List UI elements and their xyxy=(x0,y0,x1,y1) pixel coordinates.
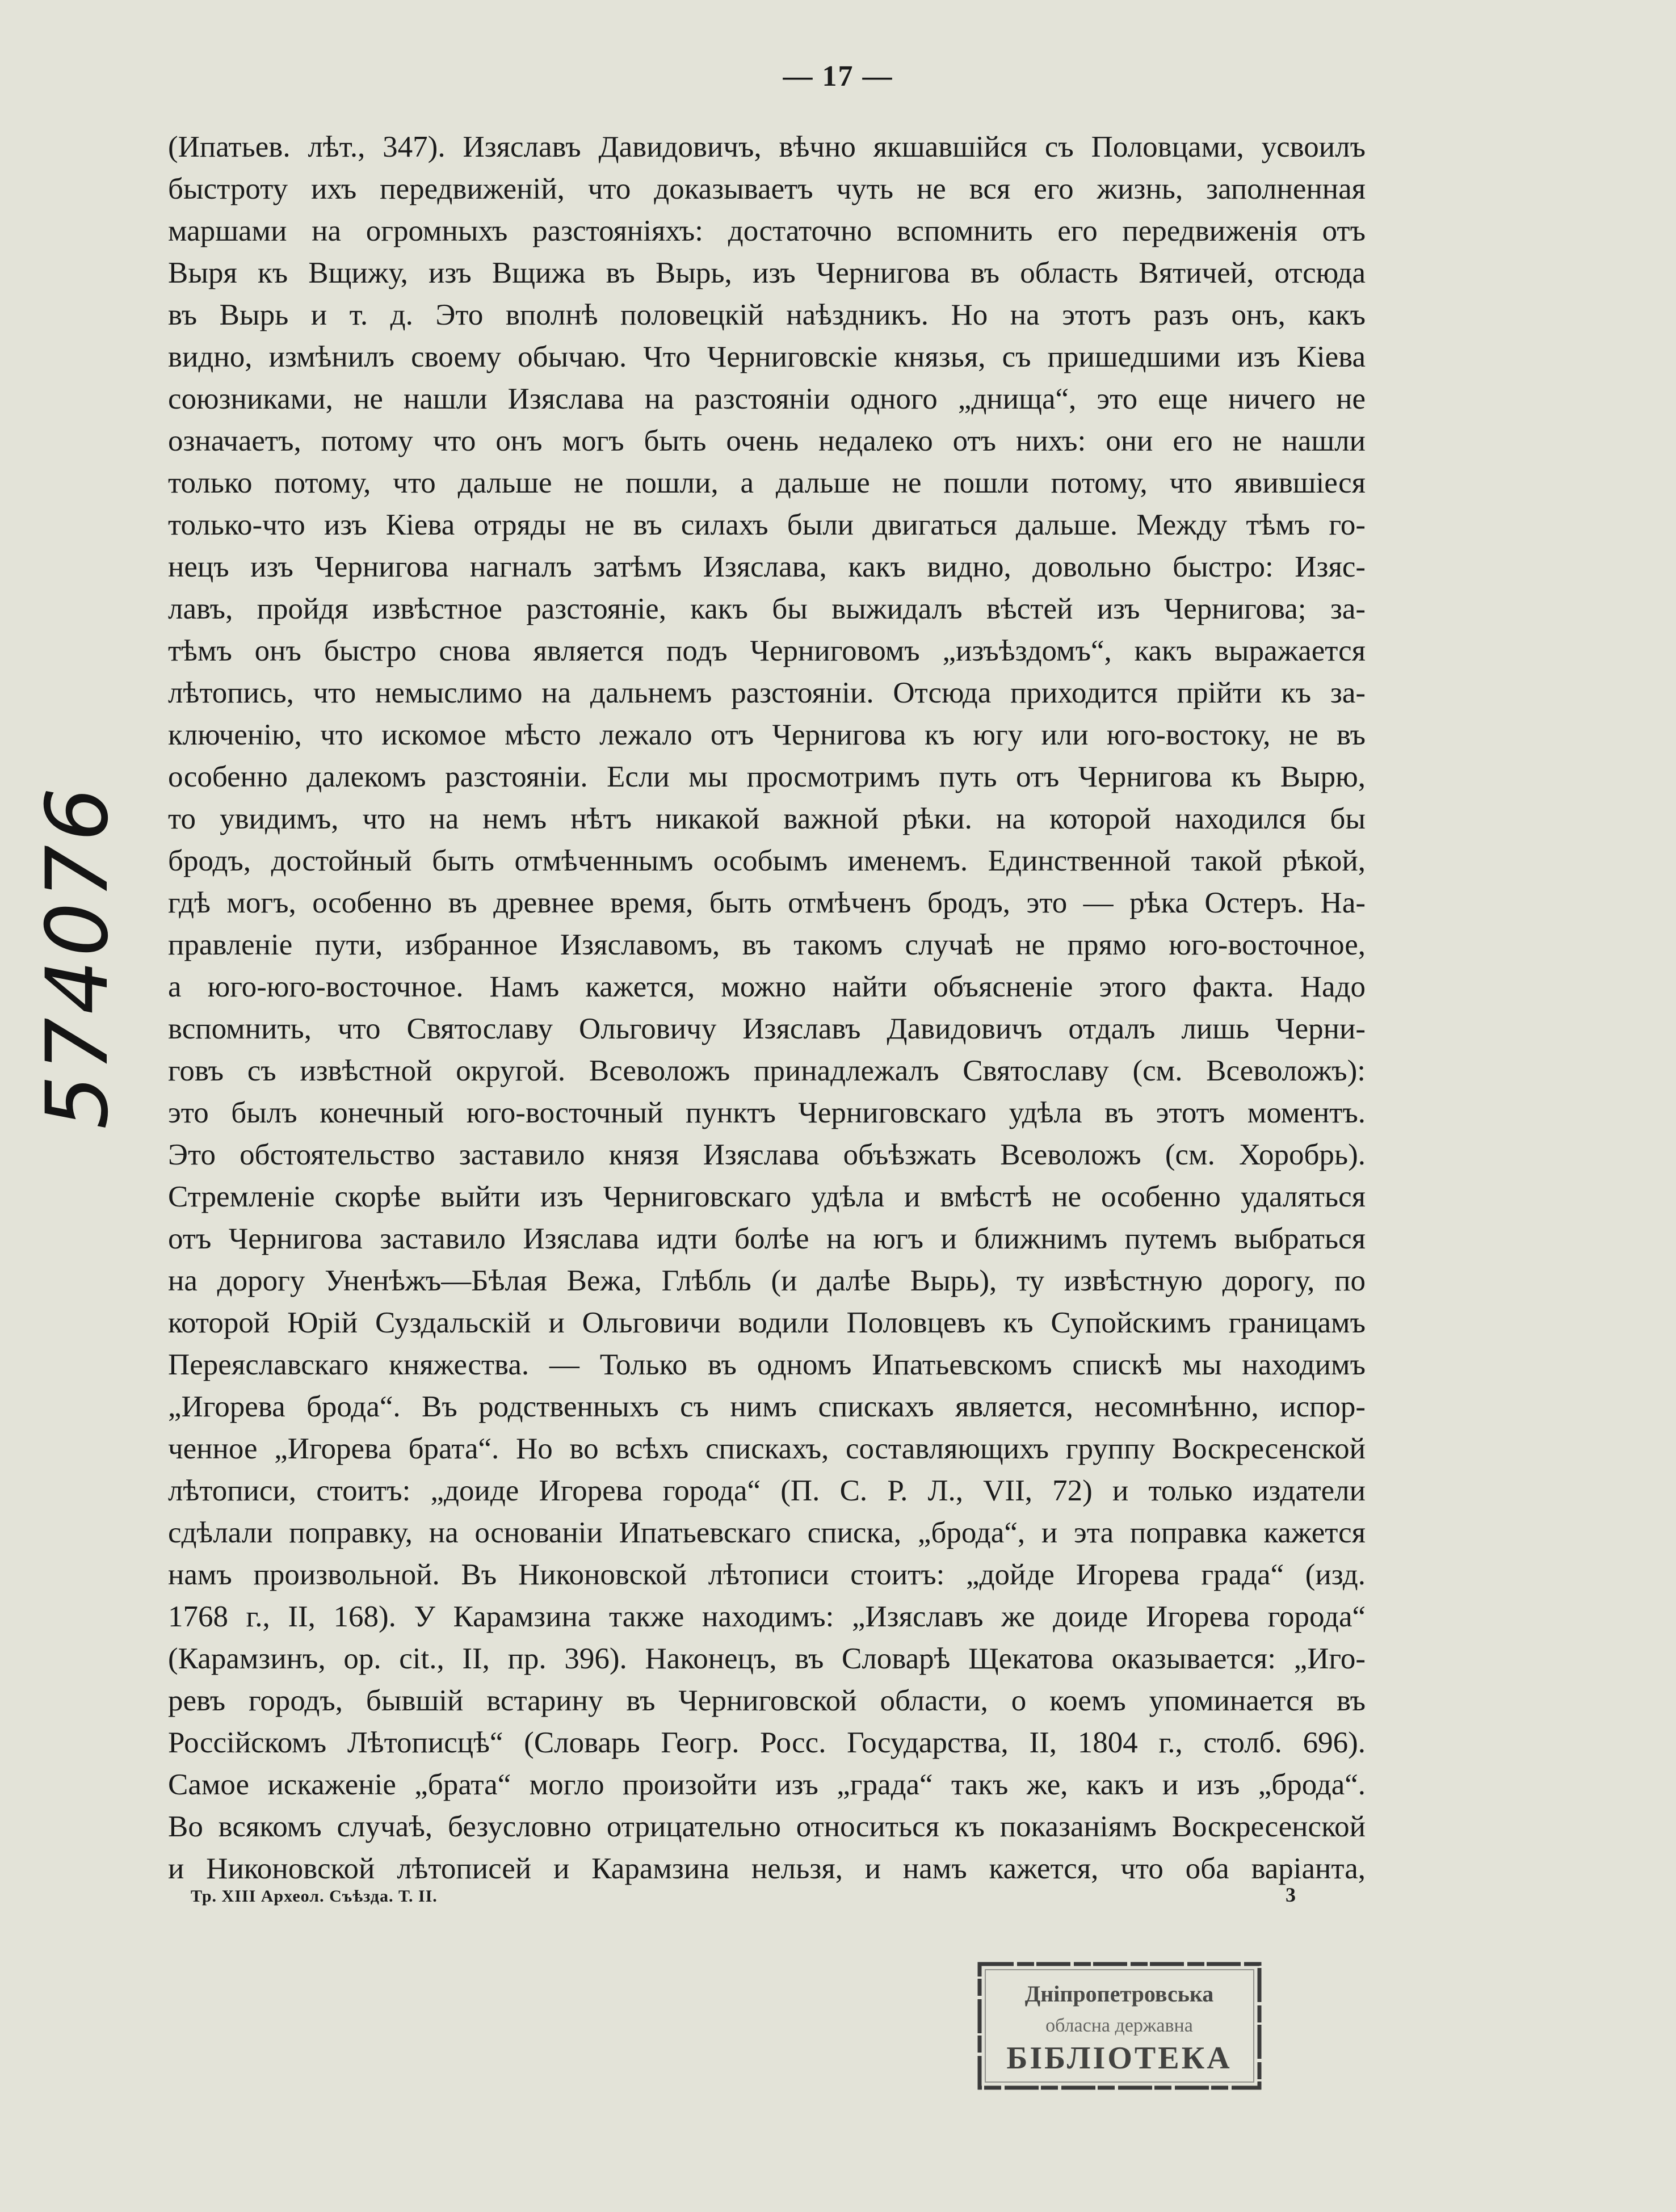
handwritten-inventory-number: 574076 xyxy=(28,784,127,1129)
text-line: вспомнить, что Святославу Ольговичу Изяславъ Давидовичъ отдалъ лишь Черни- xyxy=(168,1012,1366,1045)
text-line: нецъ изъ Чернигова нагналъ затѣмъ Изяслава, какъ видно, довольно быстро: Изяс- xyxy=(168,550,1366,583)
text-line: лавъ, пройдя извѣстное разстояніе, какъ бы выжидалъ вѣстей изъ Чернигова; за- xyxy=(168,592,1366,625)
text-line: на дорогу Уненѣжъ—Бѣлая Вежа, Глѣбль (и далѣе Вырь), ту извѣстную дорогу, по xyxy=(168,1264,1366,1297)
footer-signature-mark: 3 xyxy=(1286,1883,1296,1906)
text-line: правленіе пути, избранное Изяславомъ, въ такомъ случаѣ не прямо юго-восточное, xyxy=(168,928,1366,961)
text-line: это былъ конечный юго-восточный пунктъ Черниговскаго удѣла въ этотъ моментъ. xyxy=(168,1096,1366,1129)
text-line: Россійскомъ Лѣтописцѣ“ (Словарь Геогр. Росс. Государства, II, 1804 г., столб. 696). xyxy=(168,1726,1366,1759)
stamp-line-3: БІБЛІОТЕКА xyxy=(1006,2041,1232,2076)
text-line: ключенію, что искомое мѣсто лежало отъ Чернигова къ югу или юго-востоку, не въ xyxy=(168,718,1366,751)
text-line: бродъ, достойный быть отмѣченнымъ особымъ именемъ. Единственной такой рѣкой, xyxy=(168,844,1366,877)
text-line: (Карамзинъ, op. cit., II, пр. 396). Наконецъ, въ Словарѣ Щекатова оказывается: „Иго- xyxy=(168,1642,1366,1675)
text-line: Самое искаженіе „брата“ могло произойти изъ „града“ такъ же, какъ и изъ „брода“. xyxy=(168,1768,1366,1801)
text-line: тѣмъ онъ быстро снова является подъ Черниговомъ „изъѣздомъ“, какъ выражается xyxy=(168,634,1366,667)
text-line: отъ Чернигова заставило Изяслава идти болѣе на югъ и ближнимъ путемъ выбраться xyxy=(168,1222,1366,1255)
text-line: а юго-юго-восточное. Намъ кажется, можно найти объясненіе этого факта. Надо xyxy=(168,970,1366,1003)
text-line: лѣтописи, стоитъ: „доиде Игорева города“ (П. С. Р. Л., VII, 72) и только издатели xyxy=(168,1474,1366,1507)
text-line: намъ произвольной. Въ Никоновской лѣтописи стоитъ: „дойде Игорева града“ (изд. xyxy=(168,1558,1366,1591)
stamp-line-2: обласна державна xyxy=(1045,2015,1193,2036)
text-line: Переяславскаго княжества. — Только въ одномъ Ипатьевскомъ спискѣ мы находимъ xyxy=(168,1348,1366,1381)
text-line: особенно далекомъ разстояніи. Если мы просмотримъ путь отъ Чернигова къ Вырю, xyxy=(168,760,1366,793)
text-line: говъ съ извѣстной округой. Всеволожъ принадлежалъ Святославу (см. Всеволожъ): xyxy=(168,1054,1366,1087)
text-line: Это обстоятельство заставило князя Изяслава объѣзжать Всеволожъ (см. Хоробрь). xyxy=(168,1138,1366,1171)
text-line: гдѣ могъ, особенно въ древнее время, быть отмѣченъ бродъ, это — рѣка Остеръ. На- xyxy=(168,886,1366,919)
text-line: сдѣлали поправку, на основаніи Ипатьевскаго списка, „брода“, и эта поправка кажется xyxy=(168,1516,1366,1549)
text-line: Во всякомъ случаѣ, безусловно отрицательно относиться къ показаніямъ Воскресенской xyxy=(168,1810,1366,1843)
text-line: союзниками, не нашли Изяслава на разстояніи одного „днища“, это еще ничего не xyxy=(168,382,1366,415)
text-line: въ Вырь и т. д. Это вполнѣ половецкій наѣздникъ. Но на этотъ разъ онъ, какъ xyxy=(168,298,1366,331)
text-line: которой Юрій Суздальскій и Ольговичи водили Половцевъ къ Супойскимъ границамъ xyxy=(168,1306,1366,1339)
text-line: Стремленіе скорѣе выйти изъ Черниговскаго удѣла и вмѣстѣ не особенно удаляться xyxy=(168,1180,1366,1213)
text-line: ревъ городъ, бывшій встарину въ Черниговской области, о коемъ упоминается въ xyxy=(168,1684,1366,1717)
text-line: 1768 г., II, 168). У Карамзина также находимъ: „Изяславъ же доиде Игорева города“ xyxy=(168,1600,1366,1633)
text-line: видно, измѣнилъ своему обычаю. Что Черниговскіе князья, съ пришедшими изъ Кіева xyxy=(168,340,1366,373)
text-line: только потому, что дальше не пошли, а дальше не пошли потому, что явившіеся xyxy=(168,466,1366,499)
text-line: то увидимъ, что на немъ нѣтъ никакой важной рѣки. на которой находился бы xyxy=(168,802,1366,835)
text-line: лѣтопись, что немыслимо на дальнемъ разстояніи. Отсюда приходится прійти къ за- xyxy=(168,676,1366,709)
text-line: означаетъ, потому что онъ могъ быть очень недалеко отъ нихъ: они его не нашли xyxy=(168,424,1366,457)
text-line: быстроту ихъ передвиженій, что доказываетъ чуть не вся его жизнь, заполненная xyxy=(168,173,1366,205)
text-line: ченное „Игорева брата“. Но во всѣхъ спискахъ, составляющихъ группу Воскресенской xyxy=(168,1432,1366,1465)
text-line: Выря къ Вщижу, изъ Вщижа въ Вырь, изъ Чернигова въ область Вятичей, отсюда xyxy=(168,256,1366,289)
library-stamp xyxy=(976,1961,1263,2091)
page-number: — 17 — xyxy=(783,60,893,92)
stamp-line-1: Дніпропетровська xyxy=(1024,1981,1214,2007)
text-line: только-что изъ Кіева отряды не въ силахъ были двигаться дальше. Между тѣмъ го- xyxy=(168,508,1366,541)
text-line: и Никоновской лѣтописей и Карамзина нельзя, и намъ кажется, что оба варіанта, xyxy=(168,1852,1366,1885)
text-line: маршами на огромныхъ разстояніяхъ: достаточно вспомнить его передвиженія отъ xyxy=(168,215,1366,247)
footer-publication: Тр. XIII Археол. Съѣзда. Т. II. xyxy=(191,1887,438,1906)
body-text xyxy=(168,126,1366,1890)
text-line: „Игорева брода“. Въ родственныхъ съ нимъ спискахъ является, несомнѣнно, испор- xyxy=(168,1390,1366,1423)
text-line: (Ипатьев. лѣт., 347). Изяславъ Давидовичъ, вѣчно якшавшійся съ Половцами, усвоилъ xyxy=(168,131,1366,163)
